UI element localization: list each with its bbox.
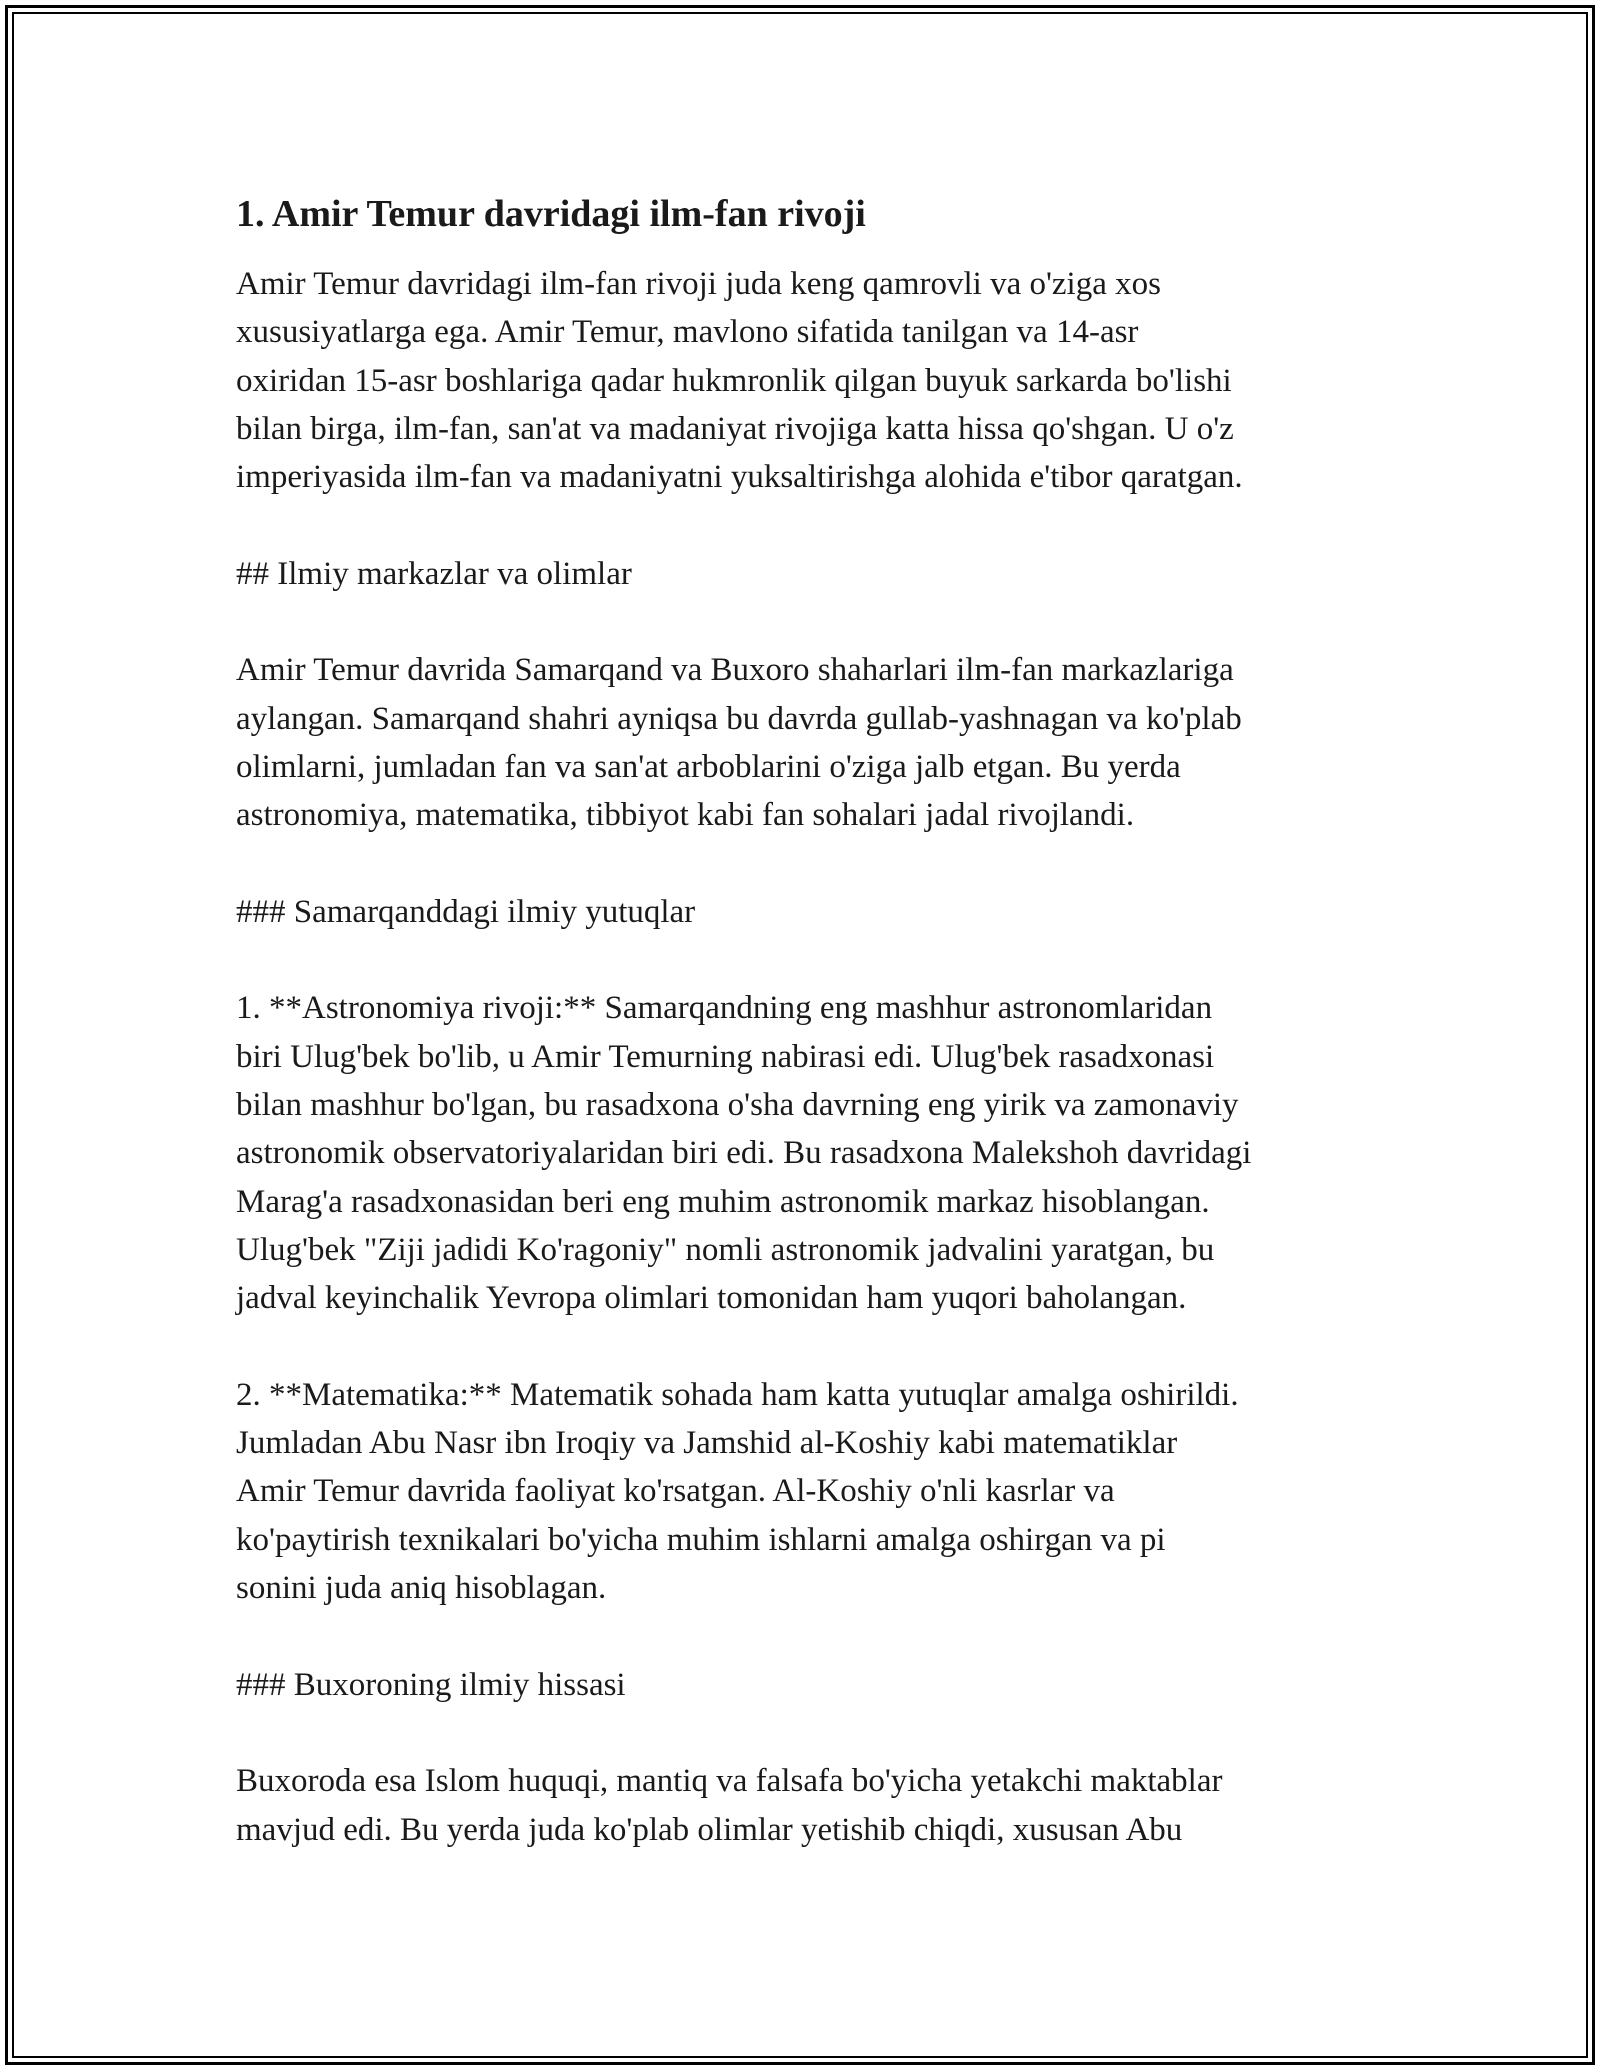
text-line: astronomik observatoriyalaridan biri edi. Bu rasadxona Malekshoh davridagi — [236, 1135, 1252, 1172]
text-line: biri Ulug'bek bo'lib, u Amir Temurning nabirasi edi. Ulug'bek rasadxonasi — [236, 1038, 1215, 1075]
spacer — [236, 1323, 1386, 1371]
text-line: sonini juda aniq hisoblagan. — [236, 1570, 607, 1607]
section-heading-bukhara-contribution: ### Buxoroning ilmiy hissasi — [236, 1666, 626, 1703]
paragraph-bukhara — [236, 1757, 1386, 1854]
text-line: Marag'a rasadxonasidan beri eng muhim astronomik markaz hisoblangan. — [236, 1183, 1210, 1220]
text-line: bilan mashhur bo'lgan, bu rasadxona o'sha davrning eng yirik va zamonaviy — [236, 1087, 1239, 1124]
text-line: bilan birga, ilm-fan, san'at va madaniyat rivojiga katta hissa qo'shgan. U o'z — [236, 410, 1234, 447]
text-line: 2. **Matematika:** Matematik sohada ham katta yutuqlar amalga oshirildi. — [236, 1376, 1239, 1413]
text-line: Amir Temur davridagi ilm-fan rivoji juda keng qamrovli va o'ziga xos — [236, 266, 1161, 302]
document-title: 1. Amir Temur davridagi ilm-fan rivoji — [236, 193, 866, 235]
text-line: astronomiya, matematika, tibbiyot kabi fan sohalari jadal rivojlandi. — [236, 797, 1135, 834]
text-line: xususiyatlarga ega. Amir Temur, mavlono sifatida tanilgan va 14-asr — [236, 314, 1139, 351]
text-line: ko'paytirish texnikalari bo'yicha muhim ishlarni amalga oshirgan va pi — [236, 1521, 1166, 1558]
list-item-astronomy — [236, 984, 1386, 1322]
spacer — [236, 598, 1386, 646]
spacer — [236, 1612, 1386, 1660]
text-line: oxiridan 15-asr boshlariga qadar hukmronlik qilgan buyuk sarkarda bo'lishi — [236, 362, 1232, 399]
text-line: mavjud edi. Bu yerda juda ko'plab olimlar yetishib chiqdi, xususan Abu — [236, 1811, 1183, 1848]
document-page — [236, 186, 1386, 1854]
paragraph-centers — [236, 646, 1386, 839]
section-heading-samarqand-achievements: ### Samarqanddagi ilmiy yutuqlar — [236, 893, 696, 930]
text-line: jadval keyinchalik Yevropa olimlari tomonidan ham yuqori baholangan. — [236, 1280, 1187, 1317]
text-line: Ulug'bek "Ziji jadidi Ko'ragoniy" nomli astronomik jadvalini yaratgan, bu — [236, 1231, 1215, 1268]
text-line: aylangan. Samarqand shahri ayniqsa bu davrda gullab-yashnagan va ko'plab — [236, 700, 1242, 737]
text-line: Amir Temur davrida Samarqand va Buxoro shaharlari ilm-fan markazlariga — [236, 652, 1234, 689]
list-item-mathematics — [236, 1371, 1386, 1612]
text-line: Buxoroda esa Islom huquqi, mantiq va falsafa bo'yicha yetakchi maktablar — [236, 1763, 1223, 1800]
spacer — [236, 242, 1386, 260]
text-line: Amir Temur davrida faoliyat ko'rsatgan. Al-Koshiy o'nli kasrlar va — [236, 1473, 1115, 1510]
spacer — [236, 501, 1386, 549]
spacer — [236, 1709, 1386, 1757]
spacer — [236, 840, 1386, 888]
paragraph-intro — [236, 260, 1386, 501]
text-line: Jumladan Abu Nasr ibn Iroqiy va Jamshid al-Koshiy kabi matematiklar — [236, 1425, 1178, 1462]
spacer — [236, 936, 1386, 984]
text-line: imperiyasida ilm-fan va madaniyatni yuksaltirishga alohida e'tibor qaratgan. — [236, 459, 1243, 496]
text-line: olimlarni, jumladan fan va san'at arboblarini o'ziga jalb etgan. Bu yerda — [236, 748, 1181, 785]
section-heading-scientific-centers: ## Ilmiy markazlar va olimlar — [236, 555, 632, 592]
text-line: 1. **Astronomiya rivoji:** Samarqandning eng mashhur astronomlaridan — [236, 990, 1213, 1027]
